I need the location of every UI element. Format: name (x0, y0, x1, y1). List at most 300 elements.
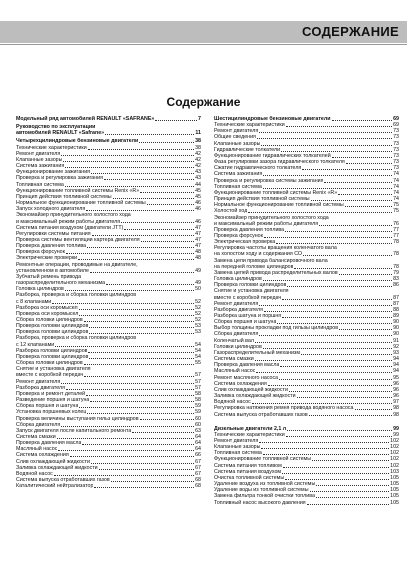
dot-leader (70, 456, 194, 457)
dot-leader (309, 415, 392, 416)
dot-leader (61, 383, 194, 384)
dot-leader (52, 303, 194, 304)
toc-entry-title: вместе с коробкой передач (16, 372, 84, 379)
dot-leader (338, 194, 392, 195)
toc-entry-page: 95 (393, 374, 399, 381)
toc-entry-page: 11 (195, 130, 201, 137)
toc-entry-title: Водяной насос (16, 470, 53, 477)
toc-entry (214, 500, 399, 506)
toc-entry-page: 102 (390, 450, 399, 457)
toc-entry-title: Холостой ход (214, 208, 248, 215)
dot-leader (90, 272, 194, 273)
toc-entry-title: на передней головке цилиндров (214, 263, 294, 270)
toc-entry-page: 75 (393, 202, 399, 209)
dot-leader (294, 268, 392, 269)
toc-entry-page: 91 (393, 337, 399, 344)
toc-entry-title: Ремонт двигателя (16, 378, 61, 385)
dot-leader (287, 286, 392, 287)
toc-entry-title: Зубчатый ремень привода (16, 273, 82, 280)
toc-entry-page: 38 (195, 144, 201, 151)
dot-leader (79, 315, 194, 316)
toc-entry-title: Выбор толщины прокладки под гильзы цилиндров (214, 325, 339, 332)
toc-entry-title: Каталитический нейтрализатор (16, 483, 94, 490)
toc-entry-title: Замена цепей привода распределительных валов (214, 269, 338, 276)
dot-leader (257, 138, 392, 139)
toc-entry-title: Проверка оси коромысел (16, 310, 79, 317)
toc-entry-page: 87 (393, 300, 399, 307)
dot-leader (84, 321, 194, 322)
toc-entry-title: и максимальный режим работы двигателя (214, 220, 319, 227)
toc-entry-page: 66 (195, 452, 201, 459)
toc-entry-page: 47 (195, 230, 201, 237)
toc-entry-title: Удаление воды из топливной системы (214, 487, 309, 494)
dot-leader (63, 161, 194, 162)
dot-leader (79, 309, 195, 310)
toc-entry-title: Система зажигания (16, 163, 65, 170)
toc-entry-page: 63 (195, 427, 201, 434)
dot-leader (54, 475, 194, 476)
toc-entry-title: Технические характеристики (214, 122, 285, 129)
dot-leader (286, 436, 392, 437)
dot-leader (280, 366, 392, 367)
toc-entry-page: 105 (390, 487, 399, 494)
dot-leader (61, 155, 194, 156)
dot-leader (283, 467, 389, 468)
dot-leader (287, 430, 392, 431)
toc-entry-title: Установка поршневых колец (16, 409, 87, 416)
toc-entry-title: Дизельные двигатели 2,1 л (214, 425, 287, 432)
toc-entry-page: 47 (195, 236, 201, 243)
toc-entry-page: 88 (393, 306, 399, 313)
header-band (0, 21, 407, 43)
dot-leader (339, 274, 392, 275)
dot-leader (147, 204, 194, 205)
dot-leader (86, 395, 194, 396)
toc-entry (16, 483, 201, 489)
toc-entry-title: Сборка поршня и шатуна (16, 403, 79, 410)
toc-entry-page: 90 (393, 331, 399, 338)
toc-entry-page: 78 (393, 263, 399, 270)
dot-leader (88, 149, 194, 150)
toc-entry-page: 94 (393, 368, 399, 375)
toc-entry-page: 90 (393, 325, 399, 332)
dot-leader (141, 241, 195, 242)
toc-entry-title: Система питания воздухом (двигатели JTT) (16, 224, 124, 231)
toc-entry-title: Принцип действия топливной системы (214, 196, 310, 203)
toc-entry-title: Масляный насос (16, 446, 58, 453)
toc-entry-page: 99 (393, 431, 399, 438)
dot-leader (255, 342, 392, 343)
dot-leader (311, 200, 393, 201)
toc-entry-title: Запуск холодного двигателя (16, 206, 86, 213)
dot-leader (264, 237, 392, 238)
toc-entry-title: автомобилей RENAULT «Safrane» (16, 130, 105, 137)
toc-entry-title: Разборка, проверка и сборка головки цилиндров (16, 292, 137, 299)
dot-leader (113, 198, 195, 199)
dot-leader (316, 497, 389, 498)
dot-leader (66, 253, 194, 254)
toc-entry-page: 57 (195, 372, 201, 379)
toc-entry-page: 43 (195, 169, 201, 176)
toc-entry-title: Проверка давления топлива (214, 226, 285, 233)
toc-entry-title: Головка цилиндров (16, 286, 64, 293)
toc-entry-title: Гидравлические толкатели (214, 146, 281, 153)
toc-left-column (16, 116, 201, 489)
dot-leader (55, 346, 194, 347)
toc-entry-title: Сборка головки цилиндров (16, 317, 83, 323)
toc-entry-title: Проверка величины выступания гильз цилиндров (16, 415, 139, 422)
toc-entry-title: Снятие и установка двигателя (16, 366, 91, 373)
toc-entry-title: Функционирование гидравлических толкателей (214, 152, 331, 159)
dot-leader (94, 487, 194, 488)
toc-right-column (214, 116, 399, 506)
toc-entry-page: 94 (393, 362, 399, 369)
toc-entry-page: 58 (195, 397, 201, 404)
dot-leader (91, 173, 194, 174)
toc-entry-title: с 12 клапанами (16, 341, 55, 348)
toc-entry-title: Газораспределительный механизм (214, 349, 300, 356)
toc-entry-page: 98 (393, 411, 399, 418)
toc-entry-page: 94 (393, 356, 399, 363)
dot-leader (86, 210, 194, 211)
dot-leader (124, 229, 194, 230)
toc-entry-page: 105 (390, 499, 399, 506)
toc-entry-title: Ремонт двигателя (214, 437, 259, 444)
header-divider (0, 44, 407, 45)
dot-leader (281, 151, 392, 152)
toc-entry-page: 52 (195, 317, 201, 323)
dot-leader (90, 401, 194, 402)
toc-entry-page: 105 (390, 474, 399, 481)
toc-entry-title: Система питания воздухом (214, 468, 282, 475)
toc-entry-page: 69 (393, 116, 399, 122)
toc-entry-title: Сборка двигателя (214, 331, 259, 338)
dot-leader (105, 134, 194, 135)
toc-entry-title: Удаление воздуха из топливной системы (214, 481, 316, 488)
dot-leader (104, 179, 194, 180)
dot-leader (263, 188, 392, 189)
toc-entry-page: 90 (393, 319, 399, 326)
toc-entry-title: Замена фильтра тонкой очистки топлива (214, 493, 315, 500)
toc-entry (16, 130, 201, 136)
toc-entry-title: Ремонт двигателя (214, 300, 259, 307)
toc-entry-title: Фаза регулировки зазора гидравлического толкателя (214, 159, 345, 166)
toc-entry-page: 75 (393, 208, 399, 215)
dot-leader (261, 145, 392, 146)
toc-entry-page: 45 (195, 193, 201, 200)
toc-entry-page: 54 (195, 341, 201, 348)
section-title: СОДЕРЖАНИЕ (302, 24, 399, 39)
toc-entry-page: 46 (195, 218, 201, 225)
toc-entry-title: Топливная система (214, 450, 262, 457)
dot-leader (58, 450, 194, 451)
toc-entry-page: 42 (195, 156, 201, 163)
toc-entry-page: 60 (195, 415, 201, 422)
toc-entry-page: 46 (195, 206, 201, 213)
toc-entry-page: 76 (393, 220, 399, 227)
dot-leader (91, 463, 194, 464)
toc-entry-page: 67 (195, 458, 201, 465)
dot-leader (89, 358, 194, 359)
dot-leader (332, 157, 392, 158)
toc-entry-page: 78 (393, 239, 399, 246)
dot-leader (89, 333, 194, 334)
toc-entry-title: Клапанные зазоры (214, 140, 261, 147)
dot-leader (345, 206, 392, 207)
toc-entry-title: Четырехцилиндровые бензиновые двигатели (16, 138, 139, 145)
dot-leader (297, 397, 392, 398)
dot-leader (303, 255, 392, 256)
dot-leader (57, 438, 194, 439)
dot-leader (256, 372, 392, 373)
dot-leader (285, 479, 389, 480)
toc-entry-title: Система охлаждения (16, 452, 69, 459)
toc-entry-title: на холостом ходу и содержания СО (214, 251, 303, 258)
dot-leader (78, 259, 194, 260)
toc-entry-title: Шестицилиндровые бензиновые двигатели (214, 116, 331, 122)
toc-entry-title: Модельный ряд автомобилей RENAULT «SAFRANE» (16, 116, 155, 122)
dot-leader (289, 391, 392, 392)
toc-entry-page: 74 (393, 189, 399, 196)
dot-leader (285, 231, 392, 232)
dot-leader (65, 290, 194, 291)
dot-leader (259, 132, 392, 133)
dot-leader (319, 225, 392, 226)
toc-entry-title: установленном в автомобиле (16, 267, 89, 274)
toc-entry-title: Клапанные зазоры (214, 444, 261, 451)
toc-entry-title: Система смазки (214, 356, 254, 363)
toc-entry-page: 98 (393, 405, 399, 412)
toc-entry-page: 73 (393, 159, 399, 166)
toc-entry-title: Экономайзер принудительного холостого хода (16, 212, 131, 219)
toc-entry-page: 103 (390, 468, 399, 475)
dot-leader (264, 311, 392, 312)
toc-entry-title: Регулировка натяжения ремня привода водяного насоса (214, 405, 354, 412)
dot-leader (99, 469, 194, 470)
dot-leader (139, 142, 194, 143)
toc-entry-title: Головки цилиндров (214, 343, 262, 350)
toc-entry-page: 74 (393, 177, 399, 184)
toc-entry-page: 77 (393, 226, 399, 233)
dot-leader (140, 192, 194, 193)
toc-entry-title: Электрические проверки (16, 255, 78, 262)
toc-entry-page: 44 (195, 181, 201, 188)
dot-leader (121, 222, 194, 223)
dot-leader (252, 403, 392, 404)
dot-leader (261, 448, 389, 449)
toc-entry-page: 78 (393, 251, 399, 258)
toc-entry-page: 74 (393, 196, 399, 203)
toc-entry-title: Разборка оси коромысел (16, 304, 78, 311)
toc-entry-title: Разведение поршня и шатуна (16, 397, 90, 404)
toc-entry-page: 48 (195, 255, 201, 262)
dot-leader (277, 323, 392, 324)
toc-entry-title: Принцип действия топливной системы (16, 193, 112, 200)
toc-entry-title: Разборка двигателя (214, 306, 263, 313)
toc-entry-title: с 8 клапанами (16, 298, 52, 305)
dot-leader (106, 284, 194, 285)
dot-leader (263, 175, 392, 176)
toc-entry-title: Проверка форсунок (16, 249, 65, 256)
dot-leader (276, 243, 392, 244)
toc-entry-page: 58 (195, 390, 201, 397)
toc-entry-page: 47 (195, 224, 201, 231)
dot-leader (84, 376, 194, 377)
toc-entry-title: Регулировки системы питания (16, 230, 91, 237)
dot-leader (88, 352, 194, 353)
toc-entry-title: Заливка охлаждающей жидкости (16, 464, 98, 471)
toc-entry-page: 74 (393, 171, 399, 178)
toc-entry-page: 47 (195, 243, 201, 250)
dot-leader (92, 235, 195, 236)
toc-entry-page: 57 (195, 384, 201, 391)
toc-entry-title: Сборка поршня и шатуна (214, 319, 277, 326)
toc-entry-page: 93 (393, 349, 399, 356)
toc-entry-page: 96 (393, 380, 399, 387)
toc-entry-title: Руководство по эксплуатации (16, 124, 96, 131)
toc-entry-title: Разборка шатуна и поршня (214, 313, 282, 319)
dot-leader (339, 329, 392, 330)
toc-entry-page: 42 (195, 163, 201, 170)
toc-entry-title: Топливная система (214, 183, 262, 190)
dot-leader (82, 444, 194, 445)
toc-entry-title: Проверка и регулировка зажигания (16, 175, 103, 182)
dot-leader (263, 280, 392, 281)
toc-entry-page: 55 (195, 360, 201, 367)
toc-entry-title: Очистка топливной системы (214, 474, 285, 481)
toc-entry-title: Электрическая проверка (214, 239, 276, 246)
toc-entry-page: 79 (393, 269, 399, 276)
toc-entry-title: Ремонт двигателя (16, 150, 61, 157)
dot-leader (259, 335, 392, 336)
toc-entry-page: 52 (195, 310, 201, 317)
toc-entry-page: 73 (393, 128, 399, 135)
toc-entry-title: Общие сведения (214, 134, 256, 141)
dot-leader (132, 432, 194, 433)
toc-entry-title: Система выпуска отработавших газов (16, 477, 110, 484)
dot-leader (332, 120, 393, 121)
toc-entry-title: Проверка головки цилиндров (16, 329, 89, 336)
dot-leader (279, 379, 392, 380)
dot-leader (248, 212, 392, 213)
dot-leader (255, 360, 392, 361)
dot-leader (324, 182, 392, 183)
toc-entry-title: Проверка головки цилиндров (16, 353, 89, 360)
toc-entry-title: Ремонт двигателя (214, 128, 259, 135)
dot-leader (61, 426, 194, 427)
toc-entry-page: 53 (195, 329, 201, 336)
toc-entry-page: 89 (393, 313, 399, 319)
dot-leader (316, 485, 389, 486)
toc-entry-title: Проверка и ремонт деталей (16, 390, 86, 397)
toc-entry-page: 73 (393, 146, 399, 153)
toc-entry-title: Запуск двигателя после капитального ремонта (16, 427, 132, 434)
dot-leader (346, 163, 392, 164)
toc-entry-title: Топливный насос высокого давления (214, 499, 306, 506)
dot-leader (111, 481, 194, 482)
toc-entry-page: 43 (195, 175, 201, 182)
toc-entry-title: Система выпуска отработавших газов (214, 411, 308, 418)
toc-entry-page: 49 (195, 267, 201, 274)
toc-entry-page: 73 (393, 165, 399, 172)
toc-entry-title: вместе с коробкой передач (214, 294, 282, 301)
toc-entry-title: и максимальный режим работы двигателя (16, 218, 121, 225)
toc-entry-page: 68 (195, 483, 201, 490)
toc-entry-page: 87 (393, 294, 399, 301)
toc-entry-title: Проверка системы вентиляции картера двигателя (16, 236, 140, 243)
toc-entry-page: 42 (195, 150, 201, 157)
toc-entry-page: 74 (393, 183, 399, 190)
toc-entry-title: Проверка давления масла (16, 440, 82, 447)
toc-entry-page: 83 (393, 276, 399, 283)
toc-entry-title: Коленчатый вал (214, 337, 254, 344)
toc-entry-title: Проверка давления топлива (16, 243, 87, 250)
toc-entry-title: Система смазки (16, 433, 56, 440)
toc-entry-page: 53 (195, 323, 201, 330)
toc-entry-title: Функционирование зажигания (16, 169, 91, 176)
toc-entry-page: 92 (393, 343, 399, 350)
toc-entry-title: Проверка и регулировка системы зажигания (214, 177, 324, 184)
toc-entry-page: 102 (390, 444, 399, 451)
toc-entry-page: 49 (195, 280, 201, 287)
toc-entry-page: 57 (195, 378, 201, 385)
toc-entry-page: 73 (393, 134, 399, 141)
dot-leader (282, 473, 389, 474)
dot-leader (307, 504, 390, 505)
toc-entry-title: Водяной насос (214, 399, 251, 406)
toc-entry-page: 59 (195, 409, 201, 416)
toc-entry-title: Проверка давления масла (214, 362, 280, 369)
toc-entry-page: 105 (390, 481, 399, 488)
toc-entry-title: Клапанные зазоры (16, 156, 63, 163)
toc-entry-title: Проверка головки цилиндров (16, 323, 89, 330)
toc-entry-title: Слив охлаждающей жидкости (16, 458, 90, 465)
dot-leader (259, 305, 392, 306)
dot-leader (87, 247, 194, 248)
toc-entry-title: газораспределительного механизма (16, 280, 106, 287)
toc-entry-title: Технические характеристики (16, 144, 87, 151)
toc-entry-page: 67 (195, 464, 201, 471)
dot-leader (79, 407, 194, 408)
dot-leader (312, 460, 389, 461)
dot-leader (302, 169, 392, 170)
toc-entry-page: 102 (390, 456, 399, 463)
toc-entry-title: Проверка головки цилиндров (214, 282, 287, 289)
toc-entry-page: 64 (195, 446, 201, 453)
toc-entry-title: Замена цепи привода балансировочного вала (214, 257, 328, 264)
toc-entry-page: 54 (195, 347, 201, 354)
dot-leader (263, 348, 392, 349)
toc-entry-page: 52 (195, 304, 201, 311)
toc-entry-page: 60 (195, 421, 201, 428)
dot-leader (282, 317, 392, 318)
toc-entry-page: 105 (390, 493, 399, 500)
toc-entry (214, 412, 399, 418)
page-title: Содержание (166, 95, 241, 109)
toc-entry-page: 64 (195, 440, 201, 447)
toc-entry-title: Система питания топливом (214, 462, 282, 469)
toc-entry-page: 52 (195, 298, 201, 305)
toc-entry-title: Слив охлаждающей жидкости (214, 386, 288, 393)
toc-entry-title: Сжатие гидравлического толкателя (214, 165, 302, 172)
toc-entry-title: Сборка головки цилиндров (16, 360, 83, 367)
dot-leader (155, 120, 197, 121)
toc-entry-title: Нормальное функционирование топливной системы (16, 200, 146, 207)
dot-leader (263, 454, 389, 455)
toc-entry-page: 102 (390, 462, 399, 469)
toc-entry-page: 77 (393, 232, 399, 239)
toc-entry-page: 64 (195, 433, 201, 440)
